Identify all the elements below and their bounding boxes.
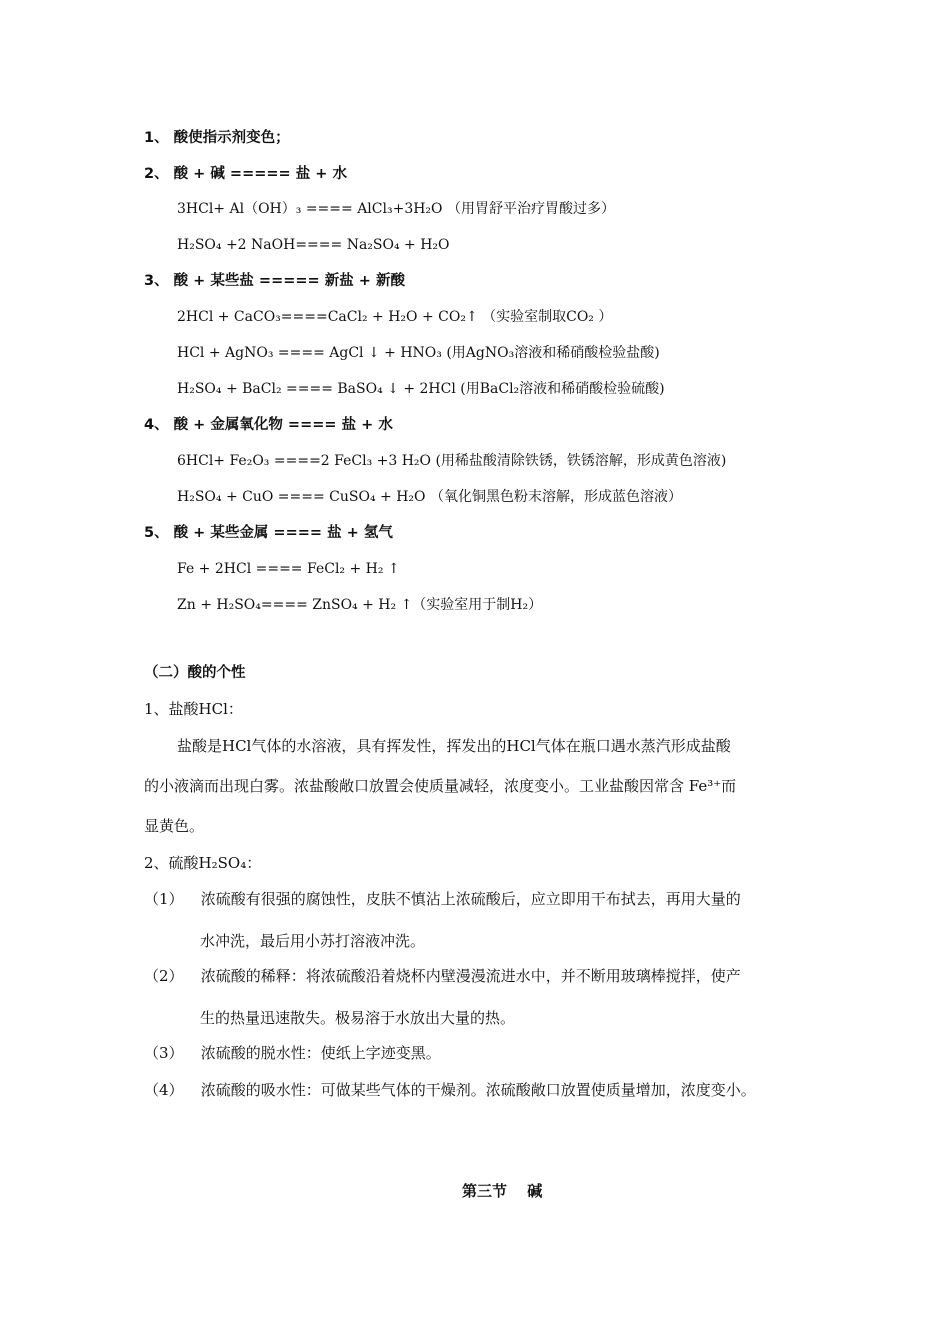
formula-h2so4-bacl2: H₂SO₄ + BaCl₂ ==== BaSO₄ ↓ + 2HCl (用BaCl₂溶液和稀硝酸检验硫酸)	[177, 381, 665, 397]
list-item	[144, 1043, 441, 1063]
section-title-acid-individuality: （二）酸的个性	[144, 665, 246, 681]
list-item	[144, 889, 741, 909]
formula-fe-hcl: Fe + 2HCl ==== FeCl₂ + H₂ ↑	[177, 561, 400, 577]
heading-acid-metal: 5、 酸 + 某些金属 ==== 盐 + 氢气	[144, 525, 393, 541]
paragraph-hcl-line2: 的小液滴而出现白雾。浓盐酸敞口放置会使质量减轻，浓度变小。工业盐酸因常含 Fe³⁺而	[144, 777, 737, 795]
section-title-bases: 第三节 碱	[462, 1182, 543, 1200]
formula-h2so4-naoh: H₂SO₄ +2 NaOH==== Na₂SO₄ + H₂O	[177, 237, 450, 253]
list-item-text: 浓硫酸有很强的腐蚀性，皮肤不慎沾上浓硫酸后，应立即用干布拭去，再用大量的	[200, 890, 741, 908]
formula-hcl-caco3: 2HCl + CaCO₃====CaCl₂ + H₂O + CO₂↑ （实验室制取CO₂ ）	[177, 309, 613, 325]
label-sulfuric-acid: 2、硫酸H₂SO₄：	[144, 854, 262, 872]
formula-hcl-agno3: HCl + AgNO₃ ==== AgCl ↓ + HNO₃ (用AgNO₃溶液和稀硝酸检验盐酸)	[177, 345, 660, 361]
heading-acid-base: 2、 酸 + 碱 ===== 盐 + 水	[144, 166, 347, 182]
heading-acid-salt: 3、 酸 + 某些盐 ===== 新盐 + 新酸	[144, 273, 405, 289]
heading-acid-indicator: 1、 酸使指示剂变色；	[144, 130, 290, 146]
list-item-number: （3）	[144, 1044, 184, 1062]
formula-h2so4-cuo: H₂SO₄ + CuO ==== CuSO₄ + H₂O （氧化铜黑色粉末溶解，形成蓝色溶液）	[177, 489, 682, 505]
formula-hcl-aloh3: 3HCl+ Al（OH）₃ ==== AlCl₃+3H₂O （用胃舒平治疗胃酸过多）	[177, 201, 615, 217]
list-item-number: （2）	[144, 967, 184, 985]
list-item-number: （4）	[144, 1081, 184, 1099]
list-item-continuation: 生的热量迅速散失。极易溶于水放出大量的热。	[200, 1009, 516, 1027]
paragraph-hcl-line1: 盐酸是HCl气体的水溶液，具有挥发性，挥发出的HCl气体在瓶口遇水蒸汽形成盐酸	[177, 737, 731, 755]
list-item	[144, 1080, 756, 1100]
heading-acid-metal-oxide: 4、 酸 + 金属氧化物 ==== 盐 + 水	[144, 417, 393, 433]
label-hydrochloric-acid: 1、盐酸HCl：	[144, 700, 243, 718]
list-item-text: 浓硫酸的吸水性：可做某些气体的干燥剂。浓硫酸敞口放置使质量增加，浓度变小。	[200, 1081, 756, 1099]
formula-hcl-fe2o3: 6HCl+ Fe₂O₃ ====2 FeCl₃ +3 H₂O (用稀盐酸清除铁锈，铁锈溶解，形成黄色溶液)	[177, 453, 727, 469]
list-item-continuation: 水冲洗，最后用小苏打溶液冲洗。	[200, 932, 426, 950]
list-item	[144, 966, 741, 986]
formula-zn-h2so4: Zn + H₂SO₄==== ZnSO₄ + H₂ ↑（实验室用于制H₂）	[177, 597, 543, 613]
paragraph-hcl-line3: 显黄色。	[144, 817, 205, 835]
list-item-text: 浓硫酸的脱水性：使纸上字迹变黑。	[200, 1044, 441, 1062]
list-item-text: 浓硫酸的稀释：将浓硫酸沿着烧杯内壁漫漫流进水中，并不断用玻璃棒搅拌，使产	[200, 967, 741, 985]
list-item-number: （1）	[144, 890, 184, 908]
